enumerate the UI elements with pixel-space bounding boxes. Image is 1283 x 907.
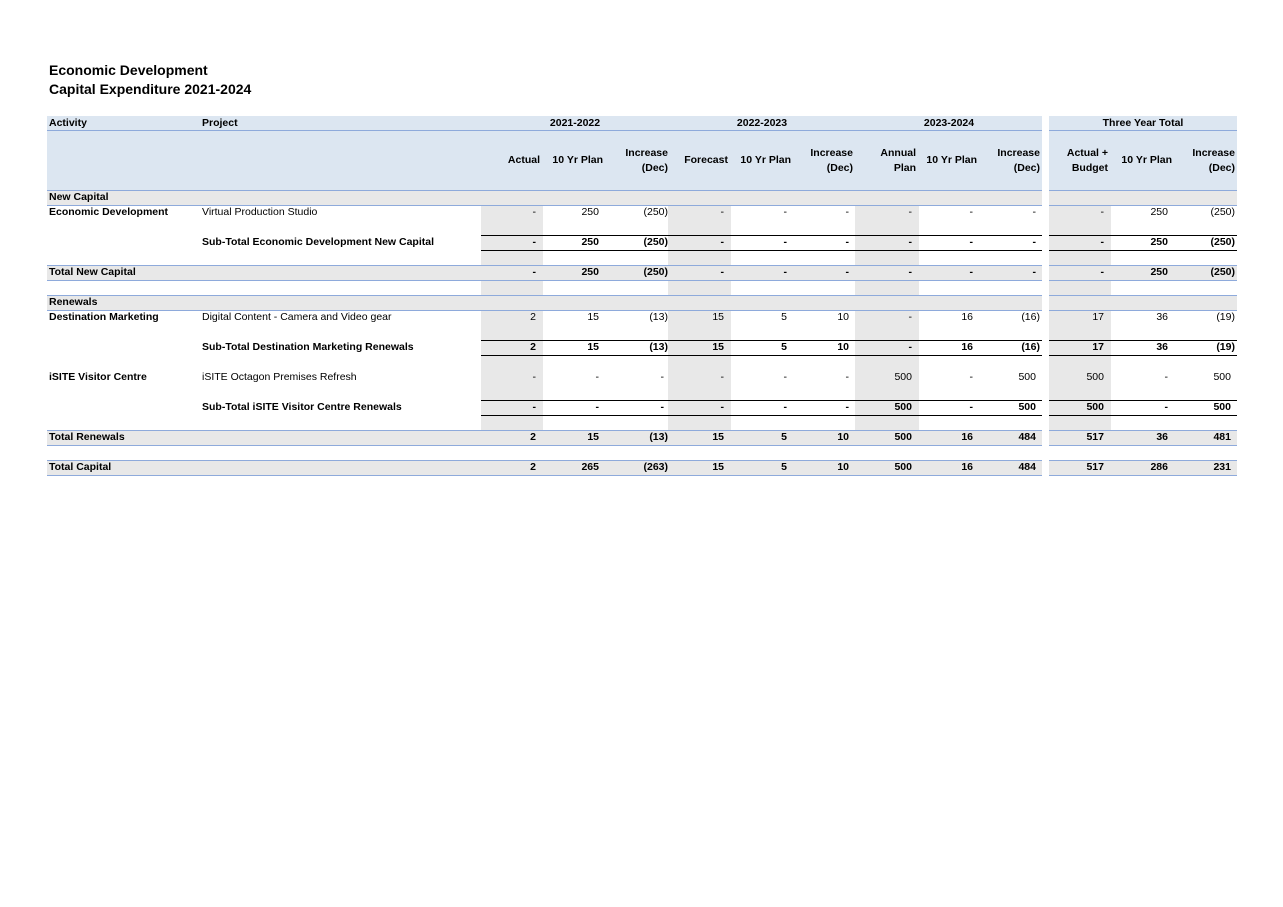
section-rule	[1049, 295, 1237, 296]
cell-value: -	[532, 236, 536, 248]
column-header: Plan	[893, 162, 916, 174]
cell-value: -	[783, 266, 787, 278]
cell-value: -	[532, 206, 536, 218]
cell-value: -	[845, 206, 849, 218]
column-header: Increase	[810, 147, 853, 159]
section-band	[47, 190, 1042, 205]
cell-value: 5	[781, 461, 787, 473]
cell-value: 2	[530, 461, 536, 473]
year-group-header: Three Year Total	[1102, 117, 1184, 129]
cell-value: (19)	[1216, 341, 1235, 353]
cell-value: -	[969, 206, 973, 218]
cell-value: 250	[1150, 236, 1168, 248]
cell-value: (250)	[643, 206, 668, 218]
cell-value: (13)	[649, 341, 668, 353]
cell-value: 517	[1086, 431, 1104, 443]
total-rule	[1049, 475, 1237, 476]
subtotal-rule	[1049, 355, 1237, 356]
cell-value: -	[908, 236, 912, 248]
section-band	[1049, 190, 1237, 205]
cell-value: (19)	[1216, 311, 1235, 323]
column-header: 10 Yr Plan	[552, 154, 603, 166]
cell-value: 10	[837, 341, 849, 353]
section-label: New Capital	[49, 191, 109, 203]
cell-value: 15	[712, 431, 724, 443]
section-label: Renewals	[49, 296, 98, 308]
cell-value: 2	[530, 341, 536, 353]
subtotal-rule	[481, 415, 1042, 416]
cell-value: -	[969, 371, 973, 383]
row-project: Sub-Total Destination Marketing Renewals	[202, 341, 414, 353]
cell-value: -	[908, 266, 912, 278]
row-project: iSITE Octagon Premises Refresh	[202, 371, 357, 383]
total-rule	[1049, 280, 1237, 281]
cell-value: 2	[530, 311, 536, 323]
cell-value: (16)	[1021, 341, 1040, 353]
section-rule	[47, 295, 1042, 296]
cell-value: 5	[781, 311, 787, 323]
cell-value: -	[1032, 236, 1036, 248]
cell-value: (263)	[643, 461, 668, 473]
cell-value: 500	[894, 401, 912, 413]
cell-value: 517	[1086, 461, 1104, 473]
cell-value: 250	[581, 206, 599, 218]
cell-value: 500	[1213, 371, 1231, 383]
cell-value: -	[660, 371, 664, 383]
cell-value: -	[969, 401, 973, 413]
cell-value: 36	[1156, 311, 1168, 323]
cell-value: -	[720, 266, 724, 278]
cell-value: 481	[1213, 431, 1231, 443]
total-rule	[47, 445, 1042, 446]
column-header: 10 Yr Plan	[1121, 154, 1172, 166]
cell-value: (250)	[643, 266, 668, 278]
cell-value: 36	[1156, 341, 1168, 353]
cell-value: 10	[837, 311, 849, 323]
cell-value: -	[1100, 236, 1104, 248]
cell-value: 16	[961, 341, 973, 353]
column-header: (Dec)	[826, 162, 853, 174]
cell-value: -	[1100, 266, 1104, 278]
total-rule	[1049, 445, 1237, 446]
column-header: Forecast	[684, 154, 728, 166]
cell-value: 5	[781, 341, 787, 353]
subtotal-rule	[1049, 415, 1237, 416]
row-activity: Destination Marketing	[49, 311, 159, 323]
total-rule	[47, 475, 1042, 476]
cell-value: 5	[781, 431, 787, 443]
year-group-header: 2021-2022	[549, 117, 601, 129]
cell-value: 10	[837, 461, 849, 473]
cell-value: -	[783, 371, 787, 383]
cell-value: 500	[1086, 371, 1104, 383]
cell-value: -	[908, 311, 912, 323]
cell-value: -	[1100, 206, 1104, 218]
cell-value: 16	[961, 461, 973, 473]
cell-value: 286	[1150, 461, 1168, 473]
cell-value: 15	[587, 431, 599, 443]
row-project: Sub-Total iSITE Visitor Centre Renewals	[202, 401, 402, 413]
column-header: Budget	[1071, 162, 1108, 174]
cell-value: (16)	[1021, 311, 1040, 323]
column-header: Annual	[880, 147, 916, 159]
cell-value: -	[783, 401, 787, 413]
column-header: (Dec)	[1208, 162, 1235, 174]
cell-value: -	[1032, 266, 1036, 278]
cell-value: 500	[894, 461, 912, 473]
cell-value: -	[845, 371, 849, 383]
column-header: Increase	[625, 147, 668, 159]
row-project: Virtual Production Studio	[202, 206, 318, 218]
cell-value: (250)	[1210, 206, 1235, 218]
cell-value: 250	[1150, 266, 1168, 278]
cell-value: -	[845, 236, 849, 248]
cell-value: -	[595, 401, 599, 413]
cell-value: -	[720, 371, 724, 383]
column-header: Increase	[997, 147, 1040, 159]
cell-value: 17	[1092, 311, 1104, 323]
cell-value: 500	[1018, 401, 1036, 413]
year-group-header: 2023-2024	[923, 117, 975, 129]
subtotal-rule	[481, 355, 1042, 356]
header-rule	[47, 130, 1042, 131]
cell-value: 500	[1086, 401, 1104, 413]
cell-value: 10	[837, 431, 849, 443]
cell-value: 250	[1150, 206, 1168, 218]
cell-value: 15	[712, 461, 724, 473]
header-rule	[1049, 130, 1237, 131]
cell-value: -	[1164, 371, 1168, 383]
cell-value: -	[845, 266, 849, 278]
section-band	[1049, 295, 1237, 310]
cell-value: -	[720, 236, 724, 248]
section-rule	[1049, 190, 1237, 191]
cell-value: -	[969, 236, 973, 248]
cell-value: 500	[1018, 371, 1036, 383]
cell-value: -	[908, 341, 912, 353]
row-project: Digital Content - Camera and Video gear	[202, 311, 392, 323]
cell-value: -	[720, 206, 724, 218]
cell-value: (250)	[1210, 266, 1235, 278]
cell-value: 484	[1018, 431, 1036, 443]
cell-value: 2	[530, 431, 536, 443]
project-header: Project	[202, 117, 238, 129]
activity-header: Activity	[49, 117, 87, 129]
cell-value: -	[1032, 206, 1036, 218]
report-title: Economic Development	[49, 62, 208, 78]
cell-value: 16	[961, 431, 973, 443]
column-header: 10 Yr Plan	[926, 154, 977, 166]
section-band	[47, 295, 1042, 310]
report-subtitle: Capital Expenditure 2021-2024	[49, 81, 252, 97]
row-activity: Total Renewals	[49, 431, 125, 443]
cell-value: 250	[581, 236, 599, 248]
cell-value: 15	[712, 311, 724, 323]
cell-value: 17	[1092, 341, 1104, 353]
cell-value: -	[532, 266, 536, 278]
cell-value: 250	[581, 266, 599, 278]
cell-value: 16	[961, 311, 973, 323]
cell-value: 15	[587, 311, 599, 323]
cell-value: 231	[1213, 461, 1231, 473]
column-header: Actual +	[1066, 147, 1108, 159]
cell-value: (250)	[1210, 236, 1235, 248]
year-group-header: 2022-2023	[736, 117, 788, 129]
column-header: 10 Yr Plan	[740, 154, 791, 166]
cell-value: -	[845, 401, 849, 413]
row-activity: Economic Development	[49, 206, 169, 218]
column-header: (Dec)	[641, 162, 668, 174]
row-activity: iSITE Visitor Centre	[49, 371, 147, 383]
cell-value: (250)	[643, 236, 668, 248]
total-rule	[47, 280, 1042, 281]
section-rule	[47, 190, 1042, 191]
row-activity: Total New Capital	[49, 266, 136, 278]
cell-value: 500	[894, 431, 912, 443]
cell-value: -	[783, 206, 787, 218]
column-header: (Dec)	[1013, 162, 1040, 174]
row-activity: Total Capital	[49, 461, 112, 473]
cell-value: 15	[587, 341, 599, 353]
cell-value: -	[720, 401, 724, 413]
cell-value: (13)	[649, 311, 668, 323]
cell-value: -	[1164, 401, 1168, 413]
cell-value: 500	[894, 371, 912, 383]
cell-value: 15	[712, 341, 724, 353]
row-project: Sub-Total Economic Development New Capital	[202, 236, 435, 248]
column-header: Increase	[1192, 147, 1235, 159]
cell-value: 265	[581, 461, 599, 473]
subtotal-rule	[1049, 250, 1237, 251]
cell-value: -	[660, 401, 664, 413]
cell-value: 500	[1213, 401, 1231, 413]
cell-value: 484	[1018, 461, 1036, 473]
subtotal-rule	[481, 250, 1042, 251]
cell-value: -	[532, 371, 536, 383]
cell-value: -	[969, 266, 973, 278]
cell-value: (13)	[649, 431, 668, 443]
cell-value: -	[595, 371, 599, 383]
cell-value: -	[908, 206, 912, 218]
cell-value: 36	[1156, 431, 1168, 443]
cell-value: -	[532, 401, 536, 413]
column-header: Actual	[507, 154, 540, 166]
cell-value: -	[783, 236, 787, 248]
